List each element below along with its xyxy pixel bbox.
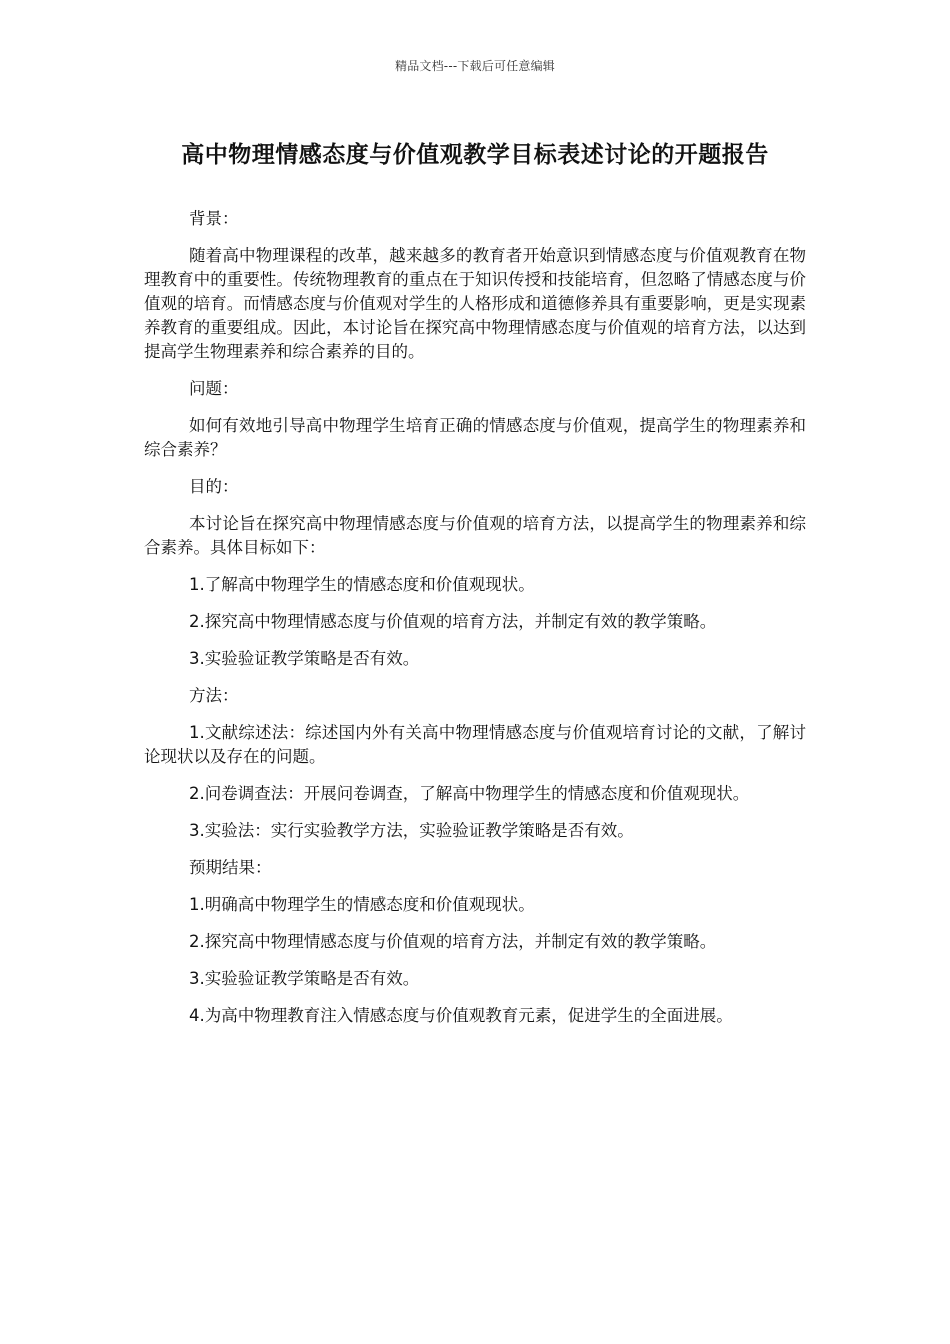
method-item: 2.问卷调查法：开展问卷调查，了解高中物理学生的情感态度和价值观现状。 (189, 784, 750, 803)
section-heading-question: 问题： (189, 379, 239, 398)
result-item: 3.实验验证教学策略是否有效。 (189, 969, 420, 988)
document-body (144, 207, 806, 1041)
method-item: 3.实验法：实行实验教学方法，实验验证教学策略是否有效。 (189, 821, 634, 840)
result-item: 2.探究高中物理情感态度与价值观的培育方法，并制定有效的教学策略。 (189, 932, 717, 951)
purpose-paragraph: 本讨论旨在探究高中物理情感态度与价值观的培育方法，以提高学生的物理素养和综合素养。具体目标如下： (144, 514, 806, 557)
purpose-item: 1.了解高中物理学生的情感态度和价值观现状。 (189, 575, 535, 594)
result-item: 1.明确高中物理学生的情感态度和价值观现状。 (189, 895, 535, 914)
question-paragraph: 如何有效地引导高中物理学生培育正确的情感态度与价值观，提高学生的物理素养和综合素养？ (144, 416, 806, 459)
purpose-item: 3.实验验证教学策略是否有效。 (189, 649, 420, 668)
section-heading-expected-results: 预期结果： (189, 858, 272, 877)
background-paragraph: 随着高中物理课程的改革，越来越多的教育者开始意识到情感态度与价值观教育在物理教育中的重要性。传统物理教育的重点在于知识传授和技能培育，但忽略了情感态度与价值观的培育。而情感态度与价值观对学生的人格形成和道德修养具有重要影响，更是实现素养教育的重要组成。因此，本讨论旨在探究高中物理情感态度与价值观的培育方法，以达到提高学生物理素养和综合素养的目的。 (144, 246, 806, 361)
result-item: 4.为高中物理教育注入情感态度与价值观教育元素，促进学生的全面进展。 (189, 1006, 733, 1025)
document-title: 高中物理情感态度与价值观教学目标表述讨论的开题报告 (181, 142, 769, 168)
section-heading-purpose: 目的： (189, 477, 239, 496)
purpose-item: 2.探究高中物理情感态度与价值观的培育方法，并制定有效的教学策略。 (189, 612, 717, 631)
section-heading-background: 背景： (189, 209, 239, 228)
method-item: 1.文献综述法：综述国内外有关高中物理情感态度与价值观培育讨论的文献，了解讨论现状以及存在的问题。 (144, 723, 806, 766)
section-heading-method: 方法： (189, 686, 239, 705)
header-note: 精品文档---下载后可任意编辑 (395, 59, 555, 73)
